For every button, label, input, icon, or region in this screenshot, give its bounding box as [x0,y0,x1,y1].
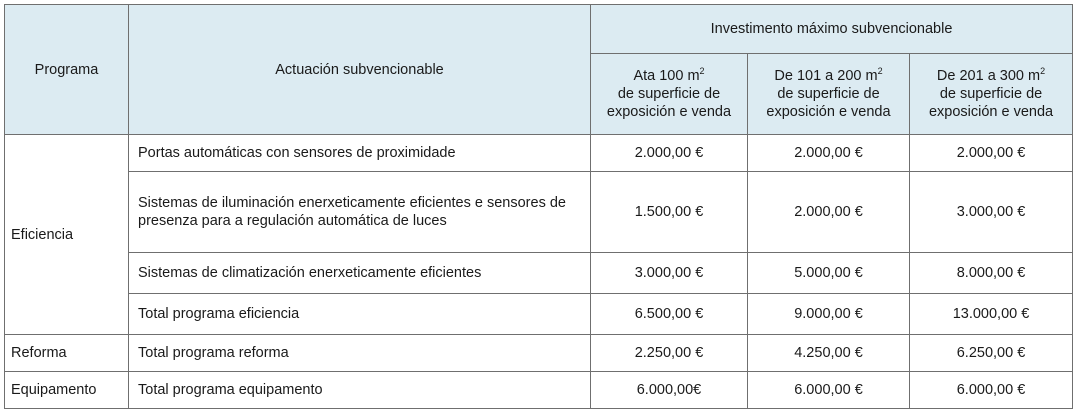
range-label-line2: de superficie de [617,86,721,102]
value-cell: 6.000,00 € [748,372,910,409]
header-investimento: Investimento máximo subvencionable [591,5,1073,54]
table-row [5,294,1073,335]
range-label-line3: exposición e venda [606,104,732,120]
header-range-1 [591,54,748,135]
range-label-line3: exposición e venda [928,104,1054,120]
value-cell: 4.250,00 € [748,335,910,372]
value-cell: 6.250,00 € [910,335,1073,372]
header-programa: Programa [5,5,129,135]
header-range-2 [748,54,910,135]
actuacion-cell: Total programa eficiencia [129,294,591,335]
value-cell: 2.000,00 € [748,135,910,172]
value-cell: 13.000,00 € [910,294,1073,335]
table-row [5,135,1073,172]
table-row [5,253,1073,294]
table-row [5,335,1073,372]
actuacion-cell: Total programa equipamento [129,372,591,409]
value-cell: 2.000,00 € [910,135,1073,172]
value-cell: 6.000,00 € [910,372,1073,409]
value-cell: 6.500,00 € [591,294,748,335]
programa-cell: Reforma [5,335,129,372]
range-label-line3: exposición e venda [766,104,891,120]
range-label-line2: de superficie de [777,86,880,102]
header-actuacion: Actuación subvencionable [129,5,591,135]
value-cell: 1.500,00 € [591,172,748,253]
programa-cell: Eficiencia [5,135,129,335]
value-cell: 6.000,00€ [591,372,748,409]
value-cell: 5.000,00 € [748,253,910,294]
table-row [5,372,1073,409]
value-cell: 9.000,00 € [748,294,910,335]
table-body [5,135,1073,409]
subsidy-table [4,4,1073,409]
header-row [5,5,1073,54]
actuacion-cell: Total programa reforma [129,335,591,372]
table-header [5,5,1073,135]
range-label-line2: de superficie de [939,86,1043,102]
actuacion-cell: Portas automáticas con sensores de proximidade [129,135,591,172]
value-cell: 2.000,00 € [748,172,910,253]
range-label-line1: Ata 100 $m^2$ [633,66,705,84]
header-range-3 [910,54,1073,135]
value-cell: 2.000,00 € [591,135,748,172]
value-cell: 3.000,00 € [910,172,1073,253]
value-cell: 3.000,00 € [591,253,748,294]
range-label-line1: De 201 a 300 $m^2$ [936,66,1046,84]
programa-cell: Equipamento [5,372,129,409]
actuacion-cell: Sistemas de iluminación enerxeticamente eficientes e sensores de presenza para a regulación automática de luces [129,172,591,253]
actuacion-cell: Sistemas de climatización enerxeticamente eficientes [129,253,591,294]
value-cell: 2.250,00 € [591,335,748,372]
table-row [5,172,1073,253]
range-label-line1: De 101 a 200 $m^2$ [774,66,883,84]
value-cell: 8.000,00 € [910,253,1073,294]
